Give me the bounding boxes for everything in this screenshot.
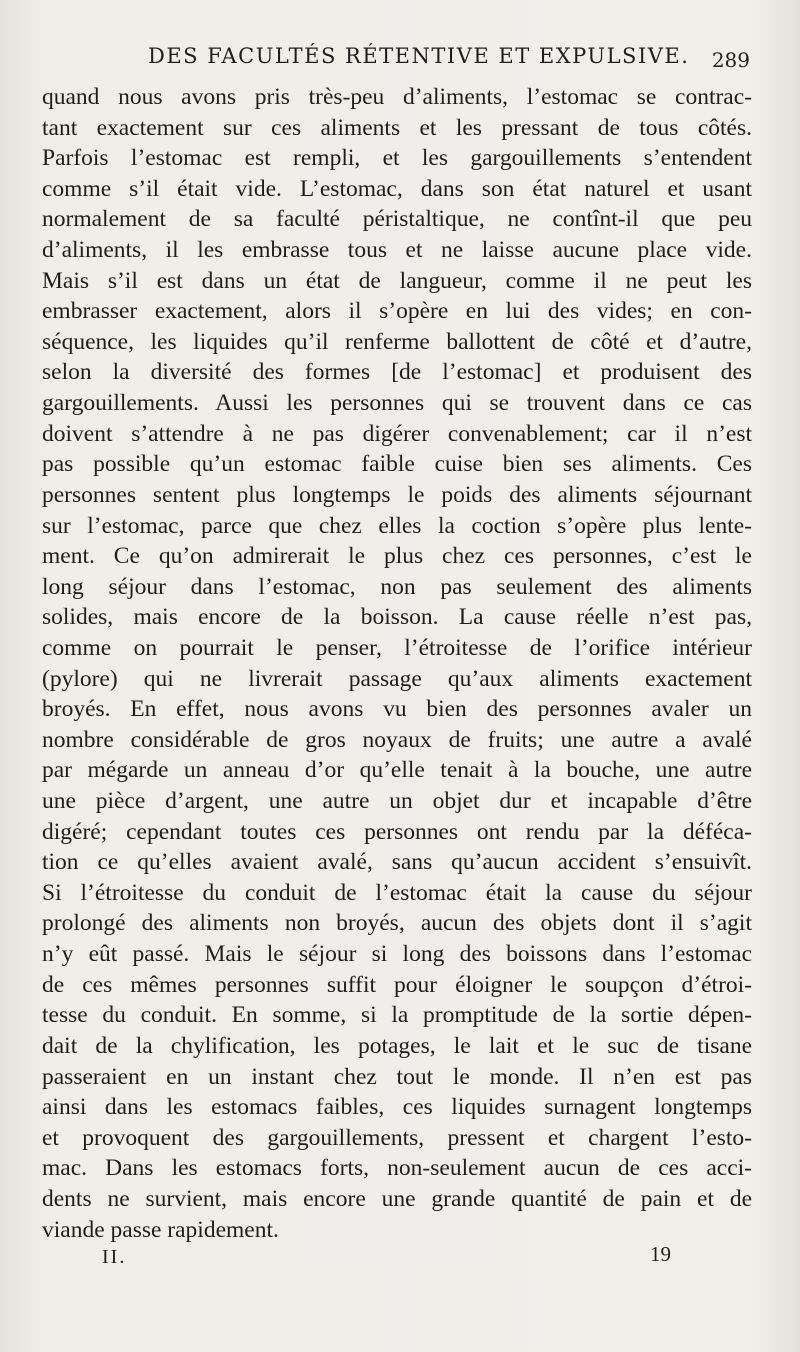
body-text (42, 82, 752, 1245)
text-line: viande passe rapidement. (42, 1216, 279, 1243)
text-line: tion ce qu’elles avaient avalé, sans qu’aucun accident s’ensuivît. (42, 849, 752, 876)
text-line: (pylore) qui ne livrerait passage qu’aux aliments exactement (42, 665, 752, 692)
text-line: Parfois l’estomac est rempli, et les gargouillements s’entendent (42, 145, 752, 172)
running-head (42, 44, 762, 80)
text-line: Mais s’il est dans un état de langueur, comme il ne peut les (42, 267, 752, 294)
text-line: doivent s’attendre à ne pas digérer convenablement; car il n’est (42, 420, 752, 447)
text-line: solides, mais encore de la boisson. La cause réelle n’est pas, (42, 604, 752, 631)
text-line: selon la diversité des formes [de l’estomac] et produisent des (42, 359, 752, 386)
text-line: tant exactement sur ces aliments et les pressant de tous côtés. (42, 114, 752, 141)
text-line: séquence, les liquides qu’il renferme ballottent de côté et d’autre, (42, 328, 752, 355)
text-line: prolongé des aliments non broyés, aucun des objets dont il s’agit (42, 910, 752, 937)
text-line: tesse du conduit. En somme, si la promptitude de la sortie dépen- (42, 1002, 752, 1029)
text-line: n’y eût passé. Mais le séjour si long des boissons dans l’estomac (42, 941, 752, 968)
text-line: dents ne survient, mais encore une grande quantité de pain et de (42, 1185, 752, 1212)
text-line: de ces mêmes personnes suffit pour éloigner le soupçon d’étroi- (42, 971, 752, 998)
text-line: pas possible qu’un estomac faible cuise bien ses aliments. Ces (42, 451, 752, 478)
signature-mark: II. (102, 1246, 127, 1268)
text-line: ment. Ce qu’on admirerait le plus chez ces personnes, c’est le (42, 543, 752, 570)
text-line: long séjour dans l’estomac, non pas seulement des aliments (42, 573, 752, 600)
page-footer (42, 1242, 762, 1272)
text-line: nombre considérable de gros noyaux de fruits; une autre a avalé (42, 726, 752, 753)
text-line: personnes sentent plus longtemps le poids des aliments séjournant (42, 481, 752, 508)
text-line: ainsi dans les estomacs faibles, ces liquides surnagent longtemps (42, 1094, 752, 1121)
text-line: d’aliments, il les embrasse tous et ne laisse aucune place vide. (42, 237, 752, 264)
text-line: digéré; cependant toutes ces personnes ont rendu par la déféca- (42, 818, 752, 845)
text-line: une pièce d’argent, une autre un objet dur et incapable d’être (42, 788, 752, 815)
text-line: comme on pourrait le penser, l’étroitesse de l’orifice intérieur (42, 634, 752, 661)
text-line: dait de la chylification, les potages, le lait et le suc de tisane (42, 1032, 752, 1059)
text-line: broyés. En effet, nous avons vu bien des personnes avaler un (42, 696, 752, 723)
text-line: embrasser exactement, alors il s’opère en lui des vides; en con- (42, 298, 752, 325)
text-line: sur l’estomac, parce que chez elles la coction s’opère plus lente- (42, 512, 752, 539)
text-line: gargouillements. Aussi les personnes qui se trouvent dans ce cas (42, 390, 752, 417)
text-line: quand nous avons pris très-peu d’aliments, l’estomac se contrac- (42, 84, 752, 110)
text-line: comme s’il était vide. L’estomac, dans son état naturel et usant (42, 175, 752, 202)
text-line: par mégarde un anneau d’or qu’elle tenait à la bouche, une autre (42, 757, 752, 784)
text-line: passeraient en un instant chez tout le monde. Il n’en est pas (42, 1063, 752, 1090)
text-line: Si l’étroitesse du conduit de l’estomac était la cause du séjour (42, 879, 752, 906)
text-line: et provoquent des gargouillements, pressent et chargent l’esto- (42, 1124, 752, 1151)
text-line: mac. Dans les estomacs forts, non-seulement aucun de ces acci- (42, 1155, 752, 1182)
text-line: normalement de sa faculté péristaltique, ne contînt-il que peu (42, 206, 752, 233)
gathering-number: 19 (650, 1242, 671, 1266)
page-number: 289 (711, 48, 750, 72)
running-title: DES FACULTÉS RÉTENTIVE ET EXPULSIVE. (148, 44, 690, 68)
